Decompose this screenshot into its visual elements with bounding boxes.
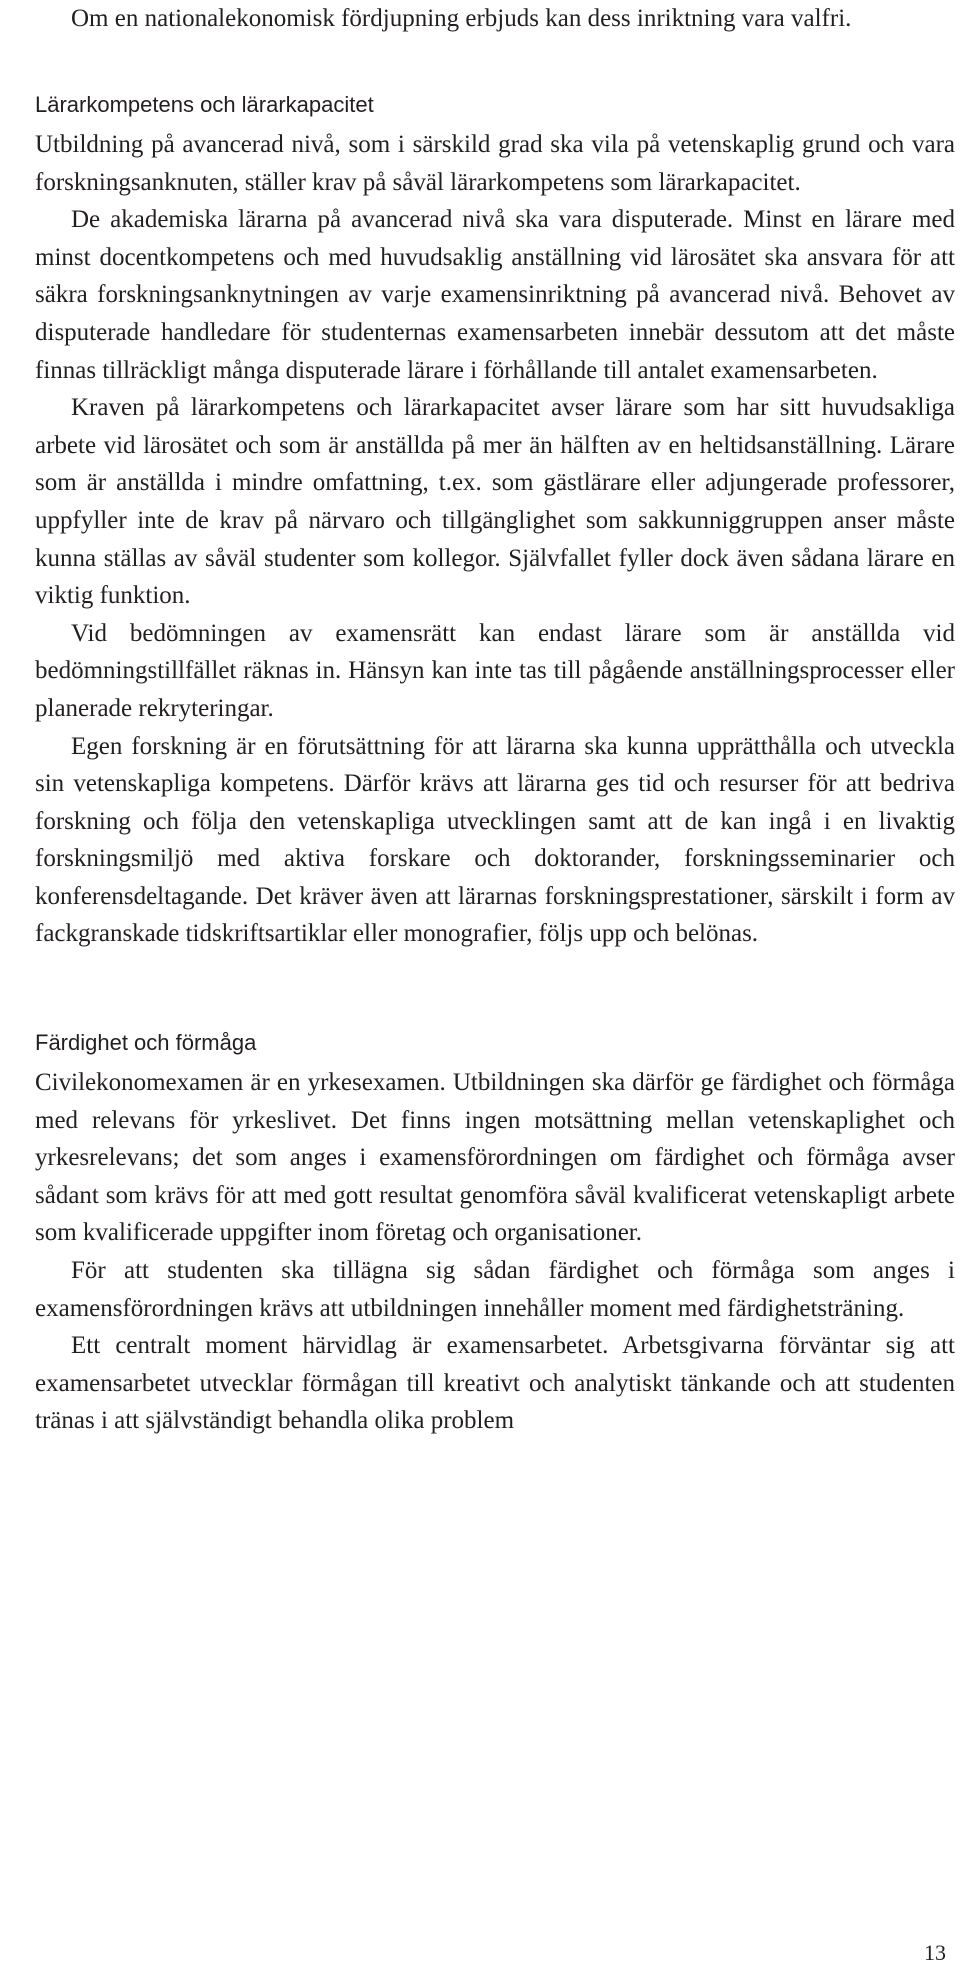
paragraph: De akademiska lärarna på avancerad nivå ska vara disputerade. Minst en lärare med minst docentkompetens och med huvudsaklig anställning vid lärosätet ska ansvara för att säkra forskningsanknytningen av varje examensinriktning på avancerad nivå. Behovet av disputerade handledare för studenternas examensarbeten innebär dessutom att det måste finnas tillräckligt många disputerade lärare i förhållande till antalet examensarbeten. (35, 206, 955, 384)
section-lararkompetens (35, 90, 955, 953)
section-heading: Färdighet och förmåga (35, 1030, 257, 1055)
section-fardighet (35, 1028, 955, 1440)
paragraph: Vid bedömningen av examensrätt kan endast lärare som är anställda vid bedömningstillfället räknas in. Hänsyn kan inte tas till pågående anställningsprocesser eller planerade rekryteringar. (35, 619, 955, 722)
paragraph: Ett centralt moment härvidlag är examensarbetet. Arbetsgivarna förväntar sig att examensarbetet utvecklar förmågan till kreativt och analytiskt tänkande och att studenten tränas i att självständigt behandla olika problem (35, 1332, 955, 1435)
paragraph: Egen forskning är en förutsättning för att lärarna ska kunna upprätthålla och utveckla sin vetenskapliga kompetens. Därför krävs att lärarna ges tid och resurser för att bedriva forskning och följa den vetenskapliga utvecklingen samt att de kan ingå i en livaktig forskningsmiljö med aktiva forskare och doktorander, forskningsseminarier och konferensdeltagande. Det kräver även att lärarnas forskningsprestationer, särskilt i form av fackgranskade tidskriftsartiklar eller monografier, följs upp och belönas. (35, 732, 955, 948)
section-heading: Lärarkompetens och lärarkapacitet (35, 92, 374, 117)
intro-paragraph: Om en nationalekonomisk fördjupning erbjuds kan dess inriktning vara valfri. (71, 5, 852, 32)
intro-block (35, 0, 955, 38)
paragraph: För att studenten ska tillägna sig sådan färdighet och förmåga som anges i examensförordningen krävs att utbildningen innehåller moment med färdighetsträning. (35, 1256, 955, 1322)
paragraph: Civilekonomexamen är en yrkesexamen. Utbildningen ska därför ge färdighet och förmåga med relevans för yrkeslivet. Det finns ingen motsättning mellan vetenskaplighet och yrkesrelevans; det som anges i examensförordningen om färdighet och förmåga avser sådant som krävs för att med gott resultat genomföra såväl kvalificerat vetenskapligt arbete som kvalificerade uppgifter inom företag och organisationer. (35, 1069, 955, 1247)
page-number: 13 (924, 1940, 946, 1965)
paragraph: Kraven på lärarkompetens och lärarkapacitet avser lärare som har sitt huvudsakliga arbete vid lärosätet och som är anställda på mer än hälften av en heltidsanställning. Lärare som är anställda i mindre omfattning, t.ex. som gästlärare eller adjungerade professorer, uppfyller inte de krav på närvaro och tillgänglighet som sakkunniggruppen anser måste kunna ställas av såväl studenter som kollegor. Självfallet fyller dock även sådana lärare en viktig funktion. (35, 394, 955, 610)
paragraph: Utbildning på avancerad nivå, som i särskild grad ska vila på vetenskaplig grund och vara forskningsanknuten, ställer krav på såväl lärarkompetens som lärarkapacitet. (35, 131, 955, 196)
